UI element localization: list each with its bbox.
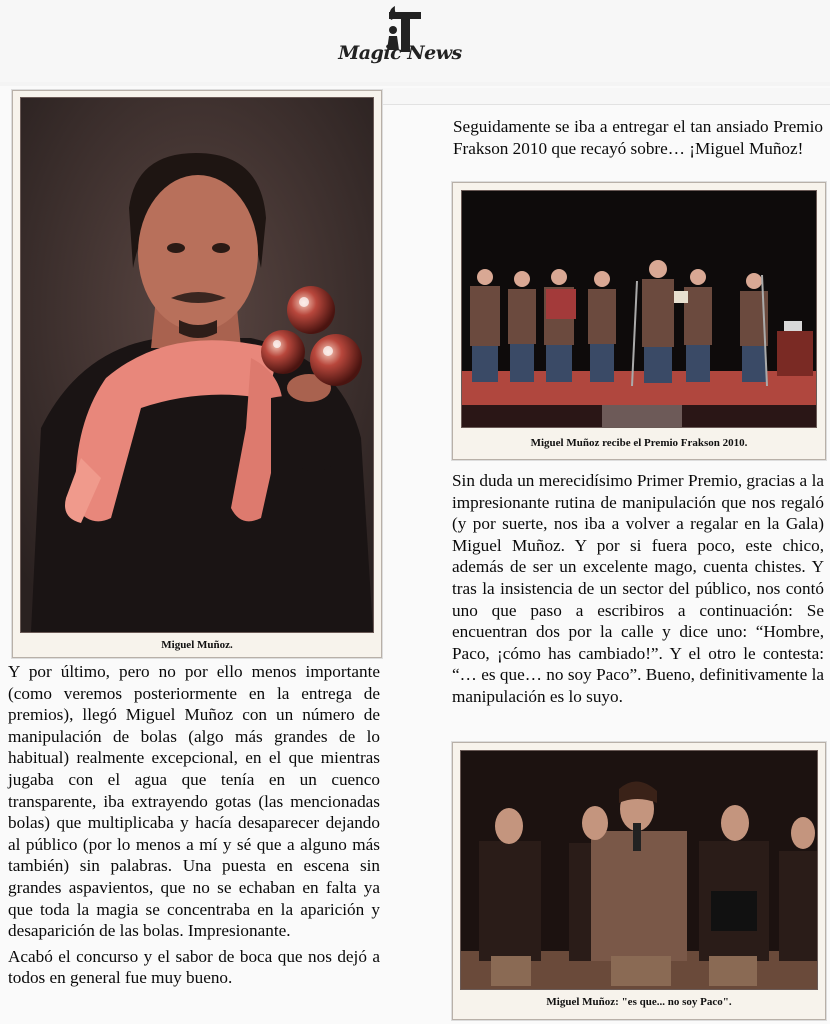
paper-overlap-strip (382, 88, 830, 105)
logo-title: Magic News (338, 42, 462, 64)
left-paragraph-2: Acabó el concurso y el sabor de boca que nos dejó a todos en general fue muy bueno. (8, 946, 380, 988)
paco-caption: Miguel Muñoz: "es que... no soy Paco". (546, 996, 732, 1008)
left-column-text (8, 661, 380, 993)
award-photo-card (452, 182, 826, 460)
paco-photo (460, 750, 818, 990)
right-column-body (452, 470, 824, 712)
paco-photo-card (452, 742, 826, 1020)
portrait-photo-card (12, 90, 382, 658)
paco-stage-illustration (461, 751, 817, 989)
magazine-header (0, 0, 830, 82)
award-stage-illustration (462, 191, 816, 427)
award-photo (461, 190, 817, 428)
intro-paragraph: Seguidamente se iba a entregar el tan ansiado Premio Frakson 2010 que recayó sobre… ¡Miguel Muñoz! (453, 117, 823, 158)
portrait-illustration (21, 98, 373, 632)
left-paragraph-1: Y por último, pero no por ello menos importante (como veremos posteriormente en la entrega de premios), llegó Miguel Muñoz con un número de manipulación de bolas (algo más grandes de lo habitual) realmente excepcional, en el que mientras jugaba con el agua que tenía en un cuenco transparente, iba extrayendo gotas (las mencionadas bolas) que multiplicaba y hacía desaparecer dejando al público (por lo menos a mí y sé que a alguno más también) sin palabras. Una puesta en escena sin grandes aspavientos, que no se echaban en falta ya que toda la magia se concentraba en la aparición y desaparición de las bolas. Impresionante. (8, 662, 380, 941)
body-paragraph: Sin duda un merecidísimo Primer Premio, gracias a la impresionante rutina de manipulación que nos regaló (y por suerte, nos iba a volver a regalar en la Gala) Miguel Muñoz. Y por si fuera poco, este chico, además de ser un excelente mago, cuenta chistes. Y tras la insistencia de un sector del público, nos contó uno que paso a escribiros a continuación: Se encuentran dos por la calle y dice uno: “Hombre, Paco, ¡cómo has cambiado!”. Y el otro le contesta: “… es que… no soy Paco”. Bueno, definitivamente la manipulación es lo suyo. (452, 471, 824, 706)
magic-news-logo (330, 6, 470, 74)
portrait-caption: Miguel Muñoz. (161, 639, 233, 651)
award-caption: Miguel Muñoz recibe el Premio Frakson 2010. (530, 437, 748, 449)
right-column-intro (453, 116, 823, 163)
portrait-photo (20, 97, 374, 633)
